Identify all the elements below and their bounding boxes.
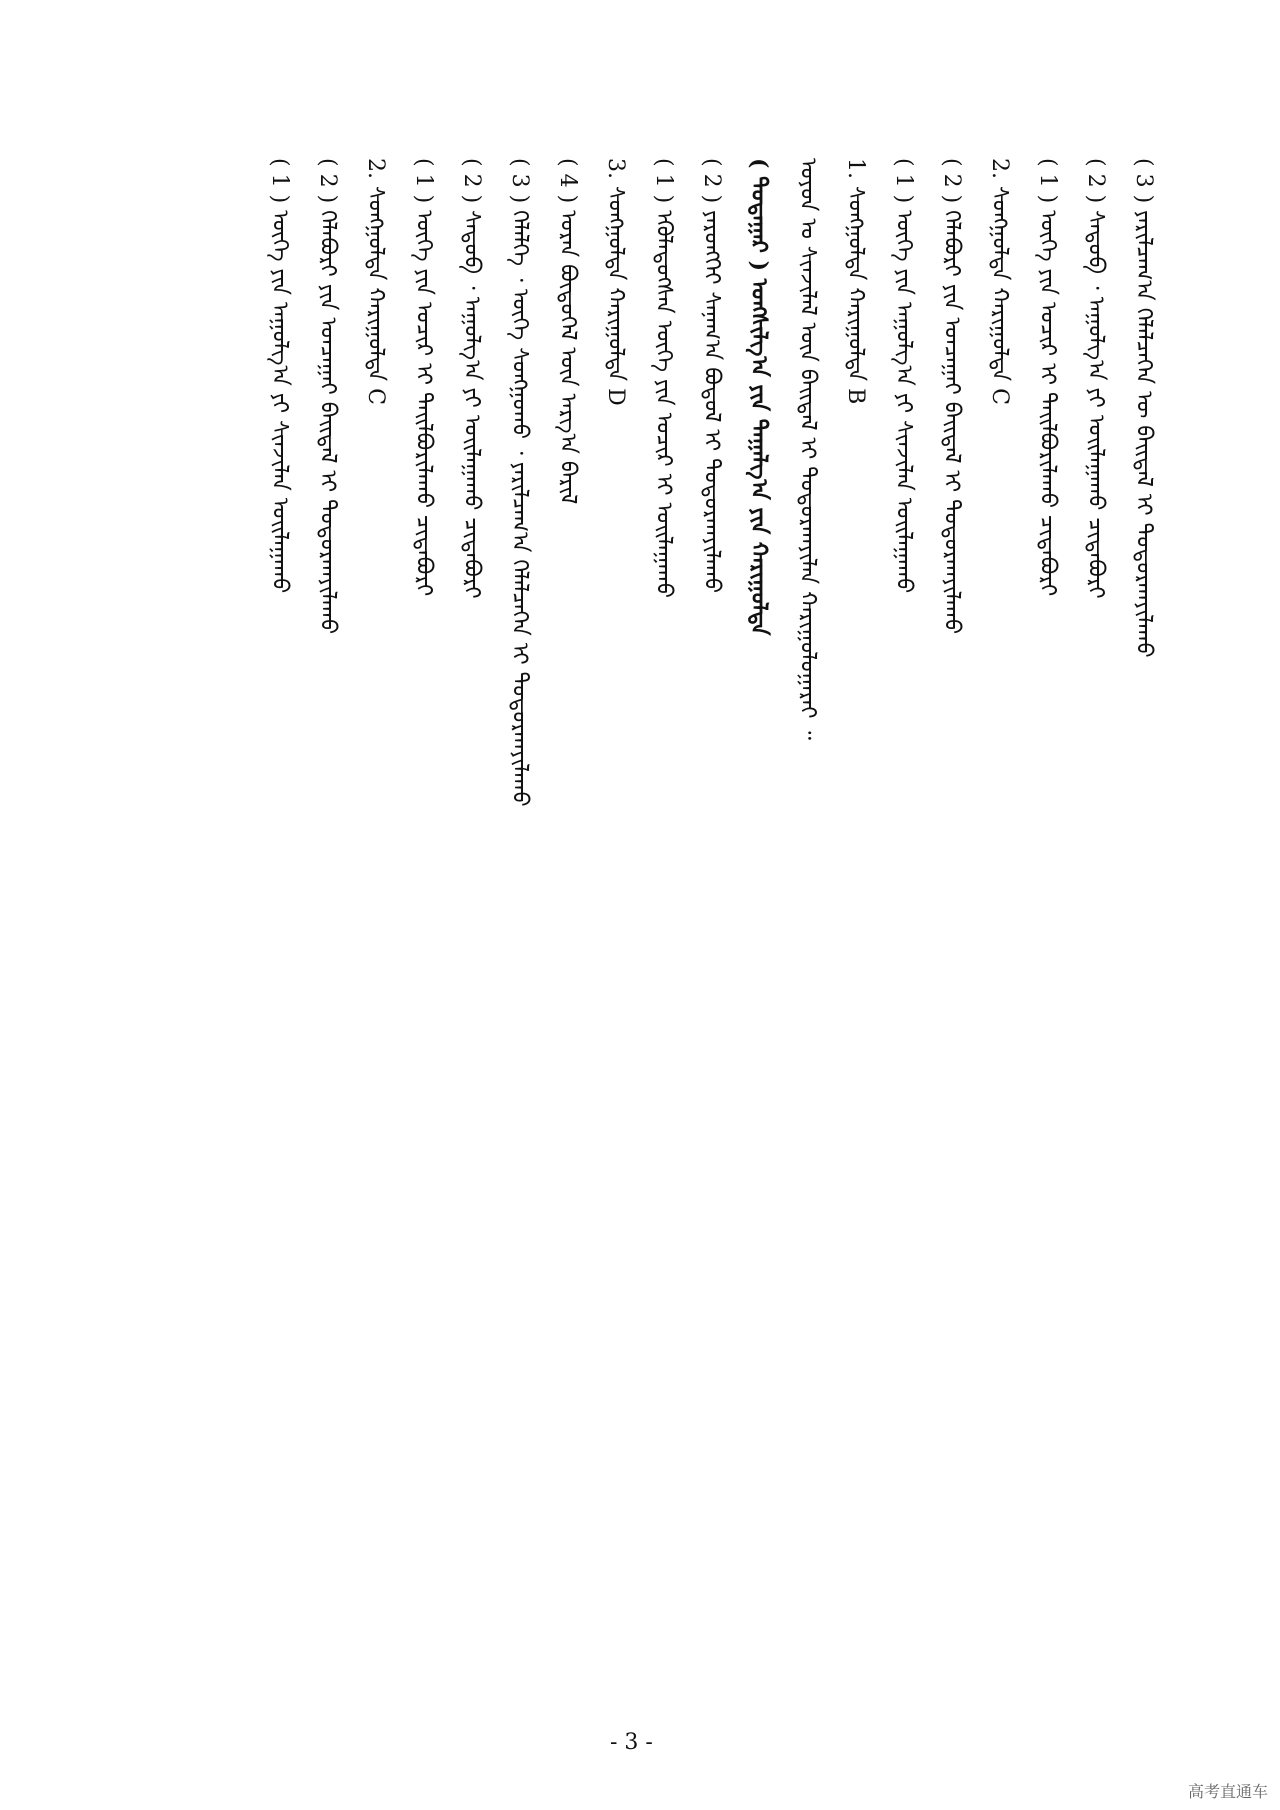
text-line-12: 3. ᠰᠣᠩᠭᠣᠯᠲᠠ ᠬᠠᠷᠢᠭᠤᠯᠲᠠ D	[603, 158, 628, 407]
text-line-16: ( 1 ) ᠦᠭᠡ ᠶᠢᠨ ᠤᠴᠢᠷ ᠢ ᠲᠠᠢᠯᠪᠤᠷᠢᠯᠠᠬᠤ ᠴᠢᠳᠠᠪᠤᠷᠢ	[411, 158, 436, 597]
text-line-15: ( 2 ) ᠰᠡᠳᠦᠪ ᠂ ᠠᠭᠤᠯᠭ᠎ᠠ ᠶᠢ ᠣᠢᠯᠠᠭᠠᠬᠤ ᠴᠢᠳᠠᠪᠤᠷᠢ	[459, 158, 484, 599]
watermark: 高考直通车	[1187, 1782, 1268, 1801]
section-heading: ( ᠳᠤᠲᠠᠭᠠᠷ ) ᠤᠩᠰᠢᠯᠭ᠎ᠠ ᠶᠢᠨ ᠳᠠᠭᠠᠯᠭ᠎ᠠ ᠶᠢᠨ ᠬᠠᠷᠢᠭᠤᠯᠲᠠ	[746, 158, 772, 636]
text-line-10: ( 2 ) ᠶᠡᠷᠦᠩᠬᠡᠢ ᠰᠠᠨᠠᠭ᠎ᠠ ᠪᠣᠳᠤᠯ ᠢ ᠲᠣᠳᠣᠷᠬᠠᠶᠢᠯᠠᠬᠤ	[699, 158, 724, 594]
text-line-8: ᠣᠶᠤᠨ ᠤ ᠰᠢᠨᠵᠢᠯᠡᠯ ᠦᠨ ᠪᠠᠢᠳᠠᠯ ᠢ ᠲᠣᠳᠣᠷᠬᠠᠶᠢᠯᠠᠨ ᠬᠠᠷᠢᠭᠤᠯᠤᠭᠠᠷᠠᠢ ᠃	[795, 158, 820, 740]
text-line-7: 1. ᠰᠣᠩᠭᠣᠯᠲᠠ ᠬᠠᠷᠢᠭᠤᠯᠲᠠ B	[843, 158, 868, 405]
text-line-6: ( 1 ) ᠦᠭᠡ ᠶᠢᠨ ᠠᠭᠤᠯᠭ᠎ᠠ ᠶᠢ ᠰᠢᠨᠵᠢᠯᠡᠨ ᠣᠢᠯᠠᠭᠠᠬᠤ	[891, 158, 916, 594]
text-line-5: ( 2 ) ᠬᠡᠯᠡᠪᠦᠷᠢ ᠶᠢᠨ ᠤᠨᠴᠠᠭᠠᠢ ᠪᠠᠢᠳᠠᠯ ᠢ ᠲᠣᠳᠣᠷᠬᠠᠶᠢᠯᠠᠬᠤ	[939, 158, 964, 635]
text-line-11: ( 1 ) ᠡᠭᠦᠯᠡᠳᠦᠭᠰᠡᠨ ᠦᠭᠡ ᠶᠢᠨ ᠤᠴᠢᠷ ᠢ ᠣᠢᠯᠠᠭᠠᠬᠤ	[651, 158, 676, 598]
text-line-19: ( 1 ) ᠦᠭᠡ ᠶᠢᠨ ᠠᠭᠤᠯᠭ᠎ᠠ ᠶᠢ ᠰᠢᠨᠵᠢᠯᠡᠨ ᠣᠢᠯᠠᠭᠠᠬᠤ	[267, 158, 292, 594]
text-line-3: ( 1 ) ᠦᠭᠡ ᠶᠢᠨ ᠤᠴᠢᠷ ᠢ ᠲᠠᠢᠯᠪᠤᠷᠢᠯᠠᠬᠤ ᠴᠢᠳᠠᠪᠤᠷᠢ	[1035, 158, 1060, 597]
page-number: - 3 -	[610, 1730, 653, 1755]
text-line-1: ( 3 ) ᠶᠠᠷᠢᠯᠴᠠᠭ᠎ᠠ ᠬᠡᠯᠡᠯᠴᠡᠭᠡᠨ ᠦ ᠪᠠᠢᠳᠠᠯ ᠢ ᠲᠣᠳᠣᠷᠬᠠᠶᠢᠯᠠᠬᠤ	[1131, 158, 1156, 658]
text-line-2: ( 2 ) ᠰᠡᠳᠦᠪ ᠂ ᠠᠭᠤᠯᠭ᠎ᠠ ᠶᠢ ᠣᠢᠯᠠᠭᠠᠬᠤ ᠴᠢᠳᠠᠪᠤᠷᠢ	[1083, 158, 1108, 599]
text-line-18: ( 2 ) ᠬᠡᠯᠡᠪᠦᠷᠢ ᠶᠢᠨ ᠤᠨᠴᠠᠭᠠᠢ ᠪᠠᠢᠳᠠᠯ ᠢ ᠲᠣᠳᠣᠷᠬᠠᠶᠢᠯᠠᠬᠤ	[315, 158, 340, 635]
text-line-4: 2. ᠰᠣᠩᠭᠣᠯᠲᠠ ᠬᠠᠷᠢᠭᠤᠯᠲᠠ C	[987, 158, 1012, 406]
text-line-13: ( 4 ) ᠤᠷᠠᠨ ᠪᠦᠲᠦᠭᠡᠯ ᠦᠨ ᠠᠷᠭ᠎ᠠ ᠪᠠᠷᠢᠯ	[555, 158, 580, 505]
text-line-14: ( 3 ) ᠬᠡᠯᠡᠯᠭᠡ ᠂ ᠦᠭᠡ ᠰᠣᠩᠭᠣᠬᠤ ᠂ ᠶᠠᠷᠢᠯᠴᠠᠭ᠎ᠠ ᠬᠡᠯᠡᠯᠴᠡᠭᠡᠨ ᠢ ᠲᠣᠳᠣᠷᠬᠠᠶᠢᠯᠠᠬᠤ	[507, 158, 532, 807]
text-line-17: 2. ᠰᠣᠩᠭᠣᠯᠲᠠ ᠬᠠᠷᠢᠭᠤᠯᠲᠠ C	[363, 158, 388, 406]
